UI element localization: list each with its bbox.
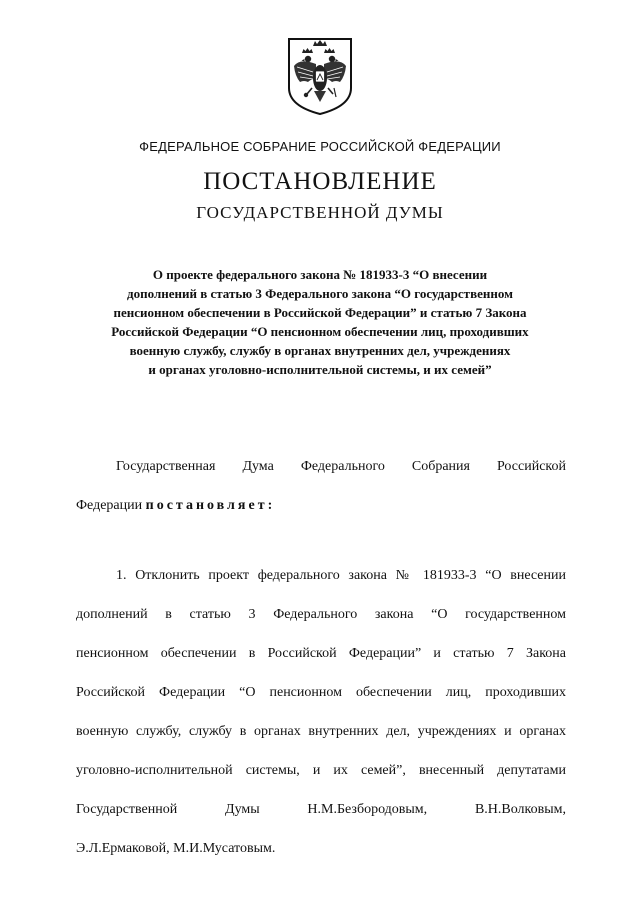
paragraph-line: 1. Отклонить проект федерального закона № 181933-3 “О внесении (116, 568, 566, 583)
paragraph-line: военную службу, службу в органах внутренних дел, учреждениях и органах (76, 724, 566, 739)
subject-line: пенсионном обеспечении в Российской Федерации” и статью 7 Закона (113, 305, 527, 320)
paragraph-line (76, 486, 566, 525)
coat-of-arms-icon (286, 36, 354, 116)
paragraph-line: Э.Л.Ермаковой, М.И.Мусатовым. (76, 841, 276, 856)
subject-line: Российской Федерации “О пенсионном обеспечении лиц, проходивших (111, 324, 529, 339)
item-1-paragraph (76, 556, 566, 868)
intro-paragraph (76, 447, 566, 525)
paragraph-line: Российской Федерации “О пенсионном обеспечении лиц, проходивших (76, 685, 566, 700)
document-subtitle: ГОСУДАРСТВЕННОЙ ДУМЫ (196, 203, 444, 222)
document-subject (80, 265, 560, 379)
paragraph-line: пенсионном обеспечении в Российской Федерации” и статью 7 Закона (76, 646, 566, 661)
organization-name: ФЕДЕРАЛЬНОЕ СОБРАНИЕ РОССИЙСКОЙ ФЕДЕРАЦИИ (139, 139, 501, 154)
paragraph-line: Государственной Думы Н.М.Безбородовым, В.Н.Волковым, (76, 802, 566, 817)
paragraph-text: Федерации (76, 498, 146, 513)
subject-line: дополнений в статью 3 Федерального закона “О государственном (127, 286, 513, 301)
paragraph-line: Государственная Дума Федерального Собрания Российской (116, 459, 566, 474)
paragraph-line: дополнений в статью 3 Федерального закона “О государственном (76, 607, 566, 622)
subject-line: военную службу, службу в органах внутренних дел, учреждениях (129, 343, 511, 358)
paragraph-line: уголовно-исполнительной системы, и их семей”, внесенный депутатами (76, 763, 566, 778)
document-title: ПОСТАНОВЛЕНИЕ (203, 168, 437, 195)
subject-line: О проекте федерального закона № 181933-3 “О внесении (152, 267, 488, 282)
resolution-verb: постановляет: (145, 498, 276, 513)
subject-line: и органах уголовно-исполнительной системы, и их семей” (148, 362, 492, 377)
